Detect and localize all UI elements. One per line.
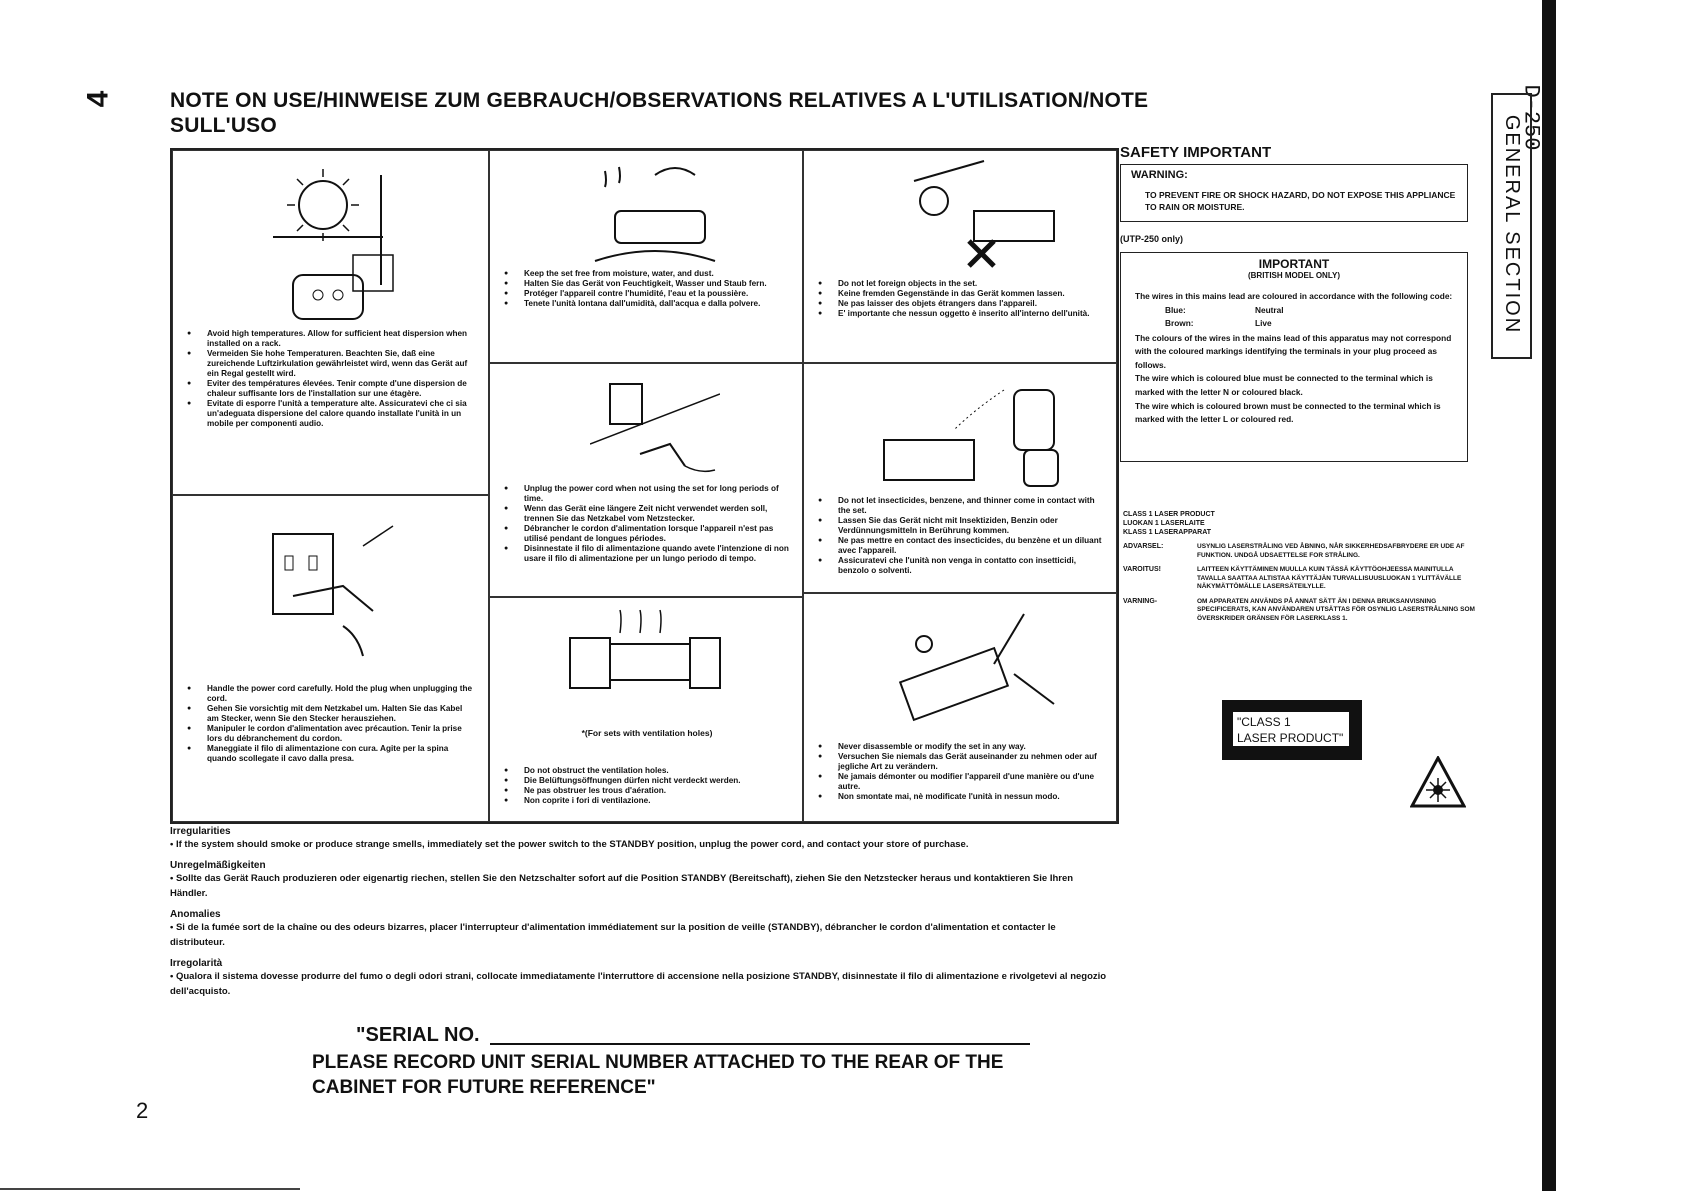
model-text: D-250 (1518, 84, 1544, 151)
list-item: ● Ne jamais démonter ou modifier l'appareil d'une manière ou d'une autre. (814, 772, 1106, 792)
list-item: ● Handle the power cord carefully. Hold the plug when unplugging the cord. (183, 684, 475, 704)
list-item: ● Non coprite i fori di ventilazione. (500, 796, 792, 806)
laser-warning-row (1123, 543, 1483, 560)
irregularities-text: • Qualora il sistema dovesse produrre del fumo o degli odori strani, collocate immediatamente l'interruttore di accensione nella posizione STANDBY, disinnestate il filo di alimentazione e rivolgetevi al negozio dell'acquisto. (170, 971, 1107, 997)
irregularities-heading: Unregelmäßigkeiten (170, 860, 266, 871)
wire-function: Neutral (1255, 304, 1284, 315)
section-label: GENERAL SECTION (1501, 114, 1523, 335)
cell-unplug (489, 363, 803, 597)
usage-notes-grid (170, 148, 1119, 824)
cell-ventilation (489, 597, 803, 822)
list-item: ● Avoid high temperatures. Allow for sufficient heat dispersion when installed on a rack. (183, 329, 475, 349)
irregularities-heading: Anomalies (170, 909, 221, 920)
serial-number-field[interactable] (490, 1043, 1030, 1045)
page-title: NOTE ON USE/HINWEISE ZUM GEBRAUCH/OBSERVATIONS RELATIVES A L'UTILISATION/NOTE SULL'USO (170, 89, 1149, 137)
list-item: ● Vermeiden Sie hohe Temperaturen. Beachten Sie, daß eine zureichende Luftzirkulation gewährleistet wird, wenn das Gerät auf ein Regal gestellt wird. (183, 349, 475, 379)
cell-moisture (489, 150, 803, 363)
wire-color: Blue: (1165, 304, 1186, 315)
class1-laser-label-text (1232, 711, 1350, 747)
list-item: ● Tenete l'unità lontana dall'umidità, dall'acqua e dalla polvere. (500, 299, 792, 309)
list-item: ● Ne pas laisser des objets étrangers dans l'appareil. (814, 299, 1106, 309)
warning-label: ADVARSEL: (1123, 543, 1164, 550)
laser-class-line: CLASS 1 LASER PRODUCT (1123, 511, 1215, 518)
laser-hazard-icon (1410, 756, 1466, 808)
label-line: LASER PRODUCT" (1237, 731, 1344, 745)
list-item: ● Unplug the power cord when not using the set for long periods of time. (500, 484, 792, 504)
list-item: ● Wenn das Gerät eine längere Zeit nicht verwendet werden soll, trennen Sie das Netzkabel vom Netzstecker. (500, 504, 792, 524)
list-item: ● Die Belüftungsöffnungen dürfen nicht verdeckt werden. (500, 776, 792, 786)
list-item: ● Evitate di esporre l'unità a temperature alte. Assicuratevi che ci sia un'adeguata dispersione del calore quando installate l'unità in un mobile per componenti audio. (183, 399, 475, 429)
list-item: ● Manipuler le cordon d'alimentation avec précaution. Tenir la prise lors du débranchement du cordon. (183, 724, 475, 744)
warning-label: VAROITUS! (1123, 566, 1161, 573)
warning-text: OM APPARATEN ANVÄNDS PÅ ANNAT SÄTT ÄN I DENNA BRUKSANVISNING SPECIFICERATS, KAN ANVÄNDAREN UTSÄTTAS FÖR OSYNLIG LASERSTRÅLNING SOM ÖVERSKRIDER GRÄNSEN FÖR LASERKLASS 1. (1197, 597, 1475, 622)
disassemble-illustration (884, 604, 1064, 724)
label-line: "CLASS 1 (1237, 715, 1291, 729)
list-item: ● Ne pas mettre en contact des insecticides, du benzène et un diluant avec l'appareil. (814, 536, 1106, 556)
important-paragraph: The wire which is coloured blue must be connected to the terminal which is marked with the letter N or coloured black. (1135, 373, 1433, 397)
list-item: ● E' importante che nessun oggetto è inserito all'interno dell'unità. (814, 309, 1106, 319)
serial-title: "SERIAL NO. (356, 1024, 480, 1046)
cell-insecticide (803, 363, 1117, 593)
list-item: ● Never disassemble or modify the set in any way. (814, 742, 1106, 752)
warning-text: TO PREVENT FIRE OR SHOCK HAZARD, DO NOT EXPOSE THIS APPLIANCE TO RAIN OR MOISTURE. (1145, 190, 1456, 212)
side-bar (1542, 0, 1556, 1191)
irregularities-heading: Irregularities (170, 826, 231, 837)
list-item: ● Disinnestate il filo di alimentazione quando avete l'intenzione di non usare il filo di alimentazione per un lungo periodo di tempo. (500, 544, 792, 564)
model-note: (UTP-250 only) (1120, 234, 1184, 244)
safety-title: SAFETY IMPORTANT (1120, 144, 1272, 161)
irregularities-section (170, 826, 1110, 999)
cell-power-cord (172, 495, 489, 822)
cell-foreign-objects (803, 150, 1117, 363)
list-item: ● Do not let insecticides, benzene, and thinner come in contact with the set. (814, 496, 1106, 516)
list-item: ● Eviter des températures élevées. Tenir compte d'une dispersion de chaleur suffisante lors de l'installation sur une étagère. (183, 379, 475, 399)
laser-warnings (1123, 510, 1483, 623)
moisture-illustration (585, 161, 725, 271)
list-item: ● Keine fremden Gegenstände in das Gerät kommen lassen. (814, 289, 1106, 299)
class1-laser-label (1222, 700, 1362, 760)
laser-warning-row (1123, 598, 1483, 624)
foreign-objects-illustration (874, 151, 1074, 271)
list-item: ● Keep the set free from moisture, water, and dust. (500, 269, 792, 279)
irregularities-heading: Irregolarità (170, 958, 223, 969)
plug-illustration (263, 516, 403, 666)
warning-box (1120, 164, 1468, 222)
model-label (1518, 70, 1558, 170)
important-heading: IMPORTANT (1258, 257, 1330, 271)
divider (0, 1188, 300, 1190)
list-item: ● Ne pas obstruer les trous d'aération. (500, 786, 792, 796)
important-paragraph: The wires in this mains lead are coloured in accordance with the following code: (1135, 291, 1453, 301)
irregularities-text: • Sollte das Gerät Rauch produzieren oder eigenartig riechen, stellen Sie den Netzschalter sofort auf die Position STANDBY (Bereitschaft), ziehen Sie den Netzstecker heraus und kontaktieren Sie Ihren Händler. (170, 873, 1074, 899)
important-paragraph: The wire which is coloured brown must be connected to the terminal which is marked with the letter L or coloured red. (1135, 400, 1441, 425)
list-item: ● Non smontate mai, nè modificate l'unità in nessun modo. (814, 792, 1106, 802)
wire-code-row (1135, 304, 1453, 317)
list-item: ● Do not let foreign objects in the set. (814, 279, 1106, 289)
wire-function: Live (1255, 317, 1272, 328)
warning-text: LAITTEEN KÄYTTÄMINEN MUULLA KUIN TÄSSÄ KÄYTTÖOHJEESSA MAINITULLA TAVALLA SAATTAA ALTISTAA KÄYTTÄJÄN TURVALLISUUSLUOKAN 1 YLITTÄVÄLLE NÄKYMÄTTÖMÄLLE LASERSÄTEILYLLE. (1197, 566, 1462, 590)
list-item: ● Versuchen Sie niemals das Gerät auseinander zu nehmen oder auf jegliche Art zu verändern. (814, 752, 1106, 772)
section-tab (1491, 93, 1532, 359)
irregularities-text: • If the system should smoke or produce strange smells, immediately set the power switch to the STANDBY position, unplug the power cord, and contact your store of purchase. (170, 839, 969, 850)
list-item: ● Do not obstruct the ventilation holes. (500, 766, 792, 776)
ventilation-note: *(For sets with ventilation holes) (581, 728, 713, 738)
ventilation-illustration (560, 608, 730, 708)
corner-mark: 4 (81, 90, 115, 108)
important-paragraph: The colours of the wires in the mains lead of this apparatus may not correspond with the coloured markings identifying the terminals in your plug proceed as follows. (1135, 332, 1452, 370)
spray-illustration (874, 370, 1084, 490)
cell-disassemble (803, 593, 1117, 822)
laser-warning-row (1123, 566, 1483, 592)
cell-heat (172, 150, 489, 495)
important-box (1120, 252, 1468, 462)
list-item: ● Gehen Sie vorsichtig mit dem Netzkabel um. Halten Sie das Kabel am Stecker, wenn Sie den Stecker herausziehen. (183, 704, 475, 724)
list-item: ● Assicuratevi che l'unità non venga in contatto con insetticidi, benzolo o solventi. (814, 556, 1106, 576)
list-item: ● Protéger l'appareil contre l'humidité, l'eau et la poussière. (500, 289, 792, 299)
list-item: ● Halten Sie das Gerät von Feuchtigkeit, Wasser und Staub fern. (500, 279, 792, 289)
important-subheading: (BRITISH MODEL ONLY) (1247, 271, 1340, 280)
warning-label: VARNING- (1123, 597, 1158, 605)
wire-color: Brown: (1165, 317, 1194, 328)
page-number: 2 (136, 1098, 149, 1123)
laser-class-line: KLASS 1 LASERAPPARAT (1123, 529, 1212, 536)
laser-class-line: LUOKAN 1 LASERLAITE (1123, 520, 1205, 527)
irregularities-text: • Si de la fumée sort de la chaîne ou des odeurs bizarres, placer l'interrupteur d'alimentation immédiatement sur la position de veille (STANDBY), débrancher le cordon d'alimentation et contacter le distributeur. (170, 922, 1056, 948)
list-item: ● Débrancher le cordon d'alimentation lorsque l'appareil n'est pas utilisé pendant de longues périodes. (500, 524, 792, 544)
sun-illustration (273, 165, 423, 335)
wire-code-row (1135, 317, 1453, 330)
outlet-illustration (590, 374, 720, 484)
warning-heading: WARNING: (1131, 169, 1188, 181)
warning-text: USYNLIG LASERSTRÅLING VED ÅBNING, NÅR SIKKERHEDSAFBRYDERE ER UDE AF FUNKTION. UNDGÅ UDSAETTELSE FOR STRÅLING. (1197, 543, 1465, 559)
list-item: ● Maneggiate il filo di alimentazione con cura. Agite per la spina quando scollegate il cavo dalla presa. (183, 744, 475, 764)
list-item: ● Lassen Sie das Gerät nicht mit Insektiziden, Benzin oder Verdünnungsmitteln in Berührung kommen. (814, 516, 1106, 536)
serial-note: PLEASE RECORD UNIT SERIAL NUMBER ATTACHED TO THE REAR OF THE CABINET FOR FUTURE REFERENCE" (312, 1052, 1004, 1098)
